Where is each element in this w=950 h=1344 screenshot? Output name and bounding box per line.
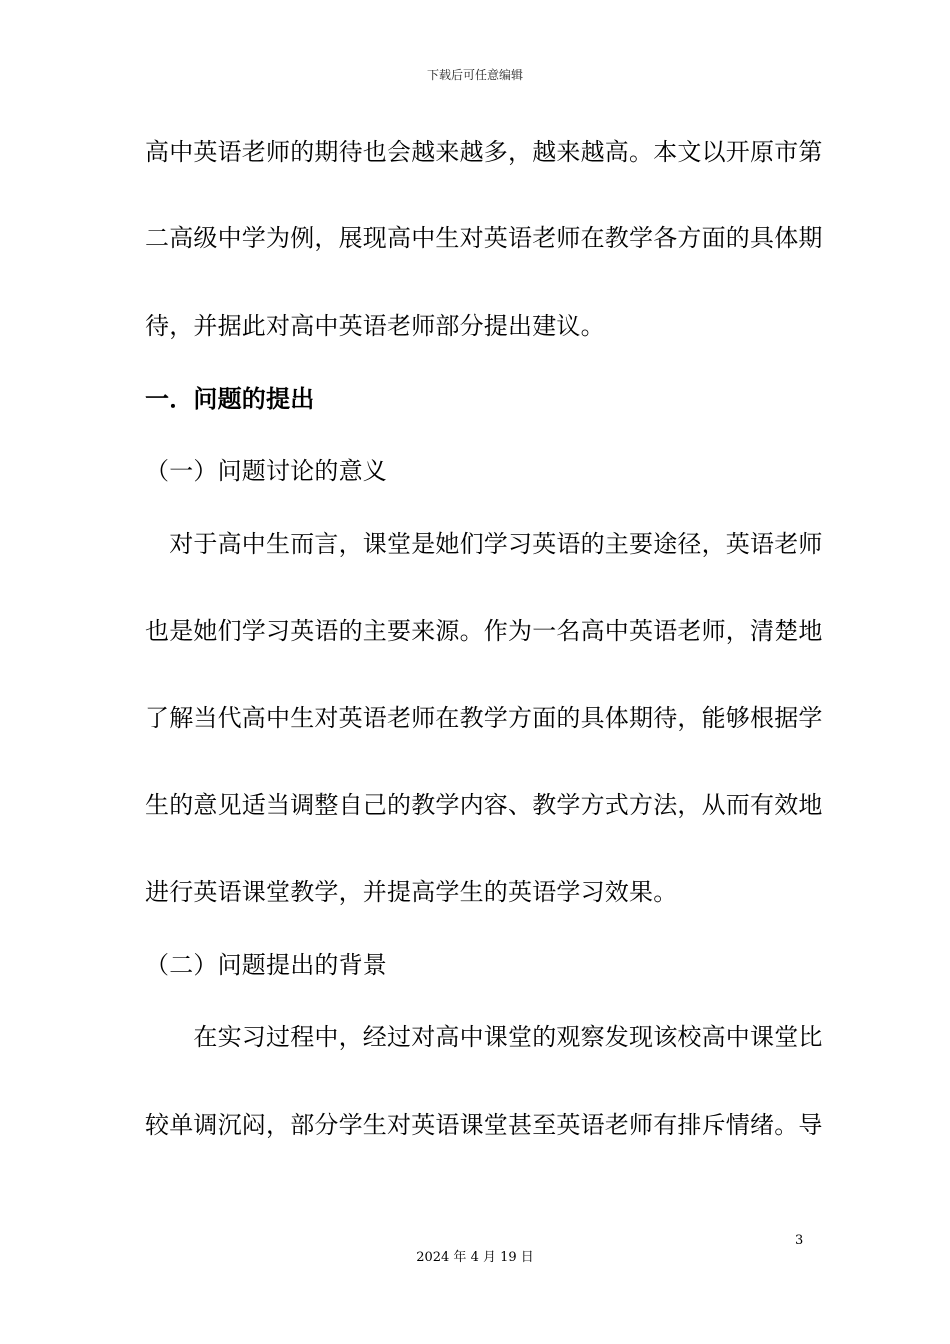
section-heading: 一．问题的提出 [145, 385, 315, 413]
body-line-7: 也是她们学习英语的主要来源。作为一名高中英语老师，清楚地 [145, 617, 823, 645]
body-line-10: 进行英语课堂教学，并提高学生的英语学习效果。 [145, 878, 678, 906]
page-header: 下载后可任意编辑 [426, 68, 523, 82]
body-line-9: 生的意见适当调整自己的教学内容、教学方式方法，从而有效地 [145, 791, 823, 819]
body-line-2: 二高级中学为例，展现高中生对英语老师在教学各方面的具体期 [145, 224, 823, 252]
page-number: 3 [795, 1233, 804, 1248]
page-footer-date: 2024 年 4 月 19 日 [416, 1250, 534, 1265]
body-line-1: 高中英语老师的期待也会越来越多，越来越高。本文以开原市第 [145, 138, 823, 166]
body-line-13: 较单调沉闷，部分学生对英语课堂甚至英语老师有排斥情绪。导 [145, 1111, 823, 1139]
subsection-heading-1: （一）问题讨论的意义 [145, 457, 387, 485]
subsection-heading-2: （二）问题提出的背景 [145, 951, 387, 979]
body-line-12: 在实习过程中，经过对高中课堂的观察发现该校高中课堂比 [145, 1023, 823, 1051]
body-line-6: 对于高中生而言，课堂是她们学习英语的主要途径，英语老师 [145, 530, 823, 558]
body-line-8: 了解当代高中生对英语老师在教学方面的具体期待，能够根据学 [145, 704, 823, 732]
body-line-3: 待，并据此对高中英语老师部分提出建议。 [145, 312, 605, 340]
